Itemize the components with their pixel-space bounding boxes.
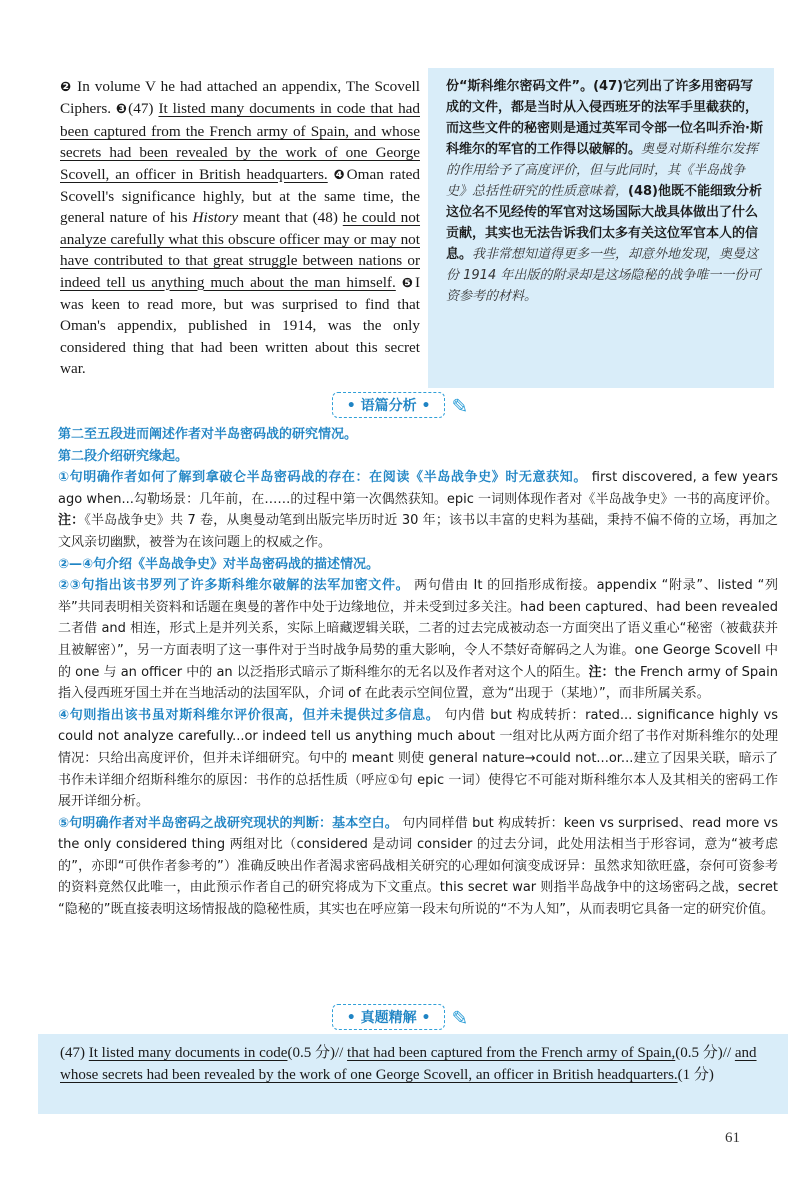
page-number: 61 xyxy=(725,1130,740,1146)
p1-body-1: first discovered, a few years ago when...勾勒场景：几年前，在……的过程中第一次偶然获知。epic 一词则体现作者对《半岛战争史》一书的高度评价。 xyxy=(58,470,778,507)
analysis-section xyxy=(58,424,778,921)
translation-t5: 我非常想知道得更多一些，却意外地发现，奥曼这份 1914 年出版的附录却是这场隐秘的战争唯一一份可资参考的材料。 xyxy=(446,247,761,304)
p3-body-1: 两句借由 It 的回指形成衔接。appendix “附录”、listed “列举”共同表明相关资料和话题在奥曼的著作中处于边缘地位，并未受到过多关注。had been captured、had been revealed 二者借 and 相连，形式上是并列关系，实际上暗藏逻辑关联，二者的过去完成被动态一方面突出了语义重心“秘密（被截获并且被解密）”，另一方面表明了这一事件对于当时战争局势的重大影响，令人不禁好奇解码之人为谁。one George Scovell 中的 one 与 an officer 中的 an 以泛指形式暗示了斯科维尔的无名以及作者对这个人的陌生。 xyxy=(58,578,778,680)
answer-chunk-2: that had been captured from the French army of Spain, xyxy=(347,1045,676,1061)
p1-note-label: 注： xyxy=(58,513,85,529)
sentence-number-5: ❺ xyxy=(401,275,415,291)
english-passage xyxy=(60,76,420,380)
p3-heading: ②③句指出该书罗列了许多斯科维尔破解的法军加密文件。 xyxy=(58,578,410,594)
answer-chunk-1: It listed many documents in code xyxy=(88,1045,288,1061)
answer-box xyxy=(38,1034,788,1114)
question-47-marker: (47) xyxy=(128,100,154,118)
analysis-paragraph-5 xyxy=(58,813,778,921)
sentence-number-4: ❹ xyxy=(333,167,347,183)
translation-t3: 奥曼对斯科维尔发挥的作用给予了高度评价，但与此同时，其《半岛战争史》总括性研究的性质意味着， xyxy=(446,142,759,199)
p3-note-label: 注： xyxy=(588,664,615,680)
p4-heading: ④句则指出该书虽对斯科维尔评价很高，但并未提供过多信息。 xyxy=(58,707,440,723)
answer-header xyxy=(0,1004,800,1030)
p5-body: 句内同样借 but 构成转折：keen vs surprised、read more vs the only considered thing 两组对比（considered 是动词 consider 的过去分词，此处用法相当于形容词，意为“被考虑的”，亦即“可供作者参考的”）准确反映出作者渴求密码战相关研究的心理如何演变成讶异：虽然求知欲旺盛，奈何可资参考的资料竟然仅此唯一，由此预示作者自己的研究将成为下文重点。this secret war 则指半岛战争中的这场密码之战，secret “隐秘的”既直接表明这场情报战的隐秘性质，其实也在呼应第一段末句所说的“不为人知”，从而表明它具备一定的研究价值。 xyxy=(58,815,778,918)
analysis-intro-2: 第二段介绍研究缘起。 xyxy=(58,448,189,464)
answer-question-marker: (47) xyxy=(60,1045,85,1061)
question-48-marker: (48) xyxy=(312,209,338,227)
answer-score-3: (1 分) xyxy=(677,1067,714,1083)
p5-heading: ⑤句明确作者对半岛密码之战研究现状的判断：基本空白。 xyxy=(58,815,398,831)
analysis-intro-1: 第二至五段进而阐述作者对半岛密码战的研究情况。 xyxy=(58,427,358,442)
analysis-paragraph-1 xyxy=(58,467,778,553)
passage-section xyxy=(0,68,800,400)
sentence-number-3: ❸ xyxy=(116,102,129,118)
analysis-header xyxy=(0,392,800,418)
analysis-paragraph-3 xyxy=(58,575,778,705)
translation-t4: (48)他既不能细致分析这位名不见经传的军官对这场国际大战具体做出了什么贡献，其实也无法告诉我们太多有关这位军官本人的信息。 xyxy=(446,184,762,262)
sentence-2: In volume V he had attached an appendix, The Scovell Ciphers. xyxy=(60,78,420,118)
book-title-history: History xyxy=(192,209,239,227)
answer-chunk-3: and whose secrets had been revealed by the work of one George Scovell, an officer in British headquarters. xyxy=(60,1045,757,1083)
sentence-number-2: ❷ xyxy=(60,80,73,95)
sentence-3-underlined: It listed many documents in code that had been captured from the French army of Spain, and whose secrets had been revealed by the work of one George Scovell, an officer in British headquarters. xyxy=(60,100,420,183)
analysis-paragraph-4 xyxy=(58,705,778,813)
analysis-header-label: • 语篇分析 • xyxy=(332,392,446,418)
p4-body: 句内借 but 构成转折：rated... significance highly vs could not analyze carefully...or indeed tell us anything much about 一组对比从两方面介绍了书作对斯科维尔的处理情况：只给出高度评价，但并未详细研究。句中的 meant 则使 general nature→could not...or...建立了因果关联，暗示了书作未详细介绍斯科维尔的原因：书作的总括性质（呼应①句 epic 一词）使得它不可能对斯科维尔本人及其相关的密码工作展开详细分析。 xyxy=(58,707,778,810)
translation-t2: (47)它列出了许多用密码写成的文件，都是当时从入侵西班牙的法军手里截获的，而这些文件的秘密则是通过英军司令部一位名叫乔治·斯科维尔的军官的工作得以破解的。 xyxy=(446,79,763,157)
sentence-4-underlined: he could not analyze carefully what this obscure officer may or may not have contributed to that great struggle between nations or indeed tell us anything much about the man himself. xyxy=(60,209,421,291)
translation-box xyxy=(428,68,774,388)
answer-score-2: (0.5 分)// xyxy=(675,1045,732,1061)
answer-header-label: • 真题精解 • xyxy=(332,1004,446,1030)
sentence-4-part-b: meant that xyxy=(242,209,308,227)
pen-icon: ✎ xyxy=(451,393,469,418)
p3-body-2: the French army of Spain 指入侵西班牙国土并在当地活动的法国军队，介词 of 在此表示空间位置，意为“出现于（某地）”，而非所属关系。 xyxy=(58,664,778,702)
answer-score-1: (0.5 分)// xyxy=(287,1045,344,1061)
p1-body-2: 《半岛战争史》共 7 卷，从奥曼动笔到出版完毕历时近 30 年；该书以丰富的史料为基础，秉持不偏不倚的立场，再加之文风亲切幽默，被誉为在该问题上的权威之作。 xyxy=(58,513,778,550)
pen-icon: ✎ xyxy=(451,1005,469,1030)
sentence-4-part-a: Oman rated Scovell's significance highly, but at the same time, the general nature of his xyxy=(60,165,420,227)
analysis-paragraph-2-heading: ②—④句介绍《半岛战争史》对半岛密码战的描述情况。 xyxy=(58,556,380,572)
p1-heading: ①句明确作者如何了解到拿破仑半岛密码战的存在：在阅读《半岛战争史》时无意获知。 xyxy=(58,470,588,486)
sentence-5: I was keen to read more, but was surprised to find that Oman's appendix, published in 1914, was the only considered thing that had been written about this secret war. xyxy=(60,273,421,378)
translation-t1: 份“斯科维尔密码文件”。 xyxy=(446,79,594,94)
